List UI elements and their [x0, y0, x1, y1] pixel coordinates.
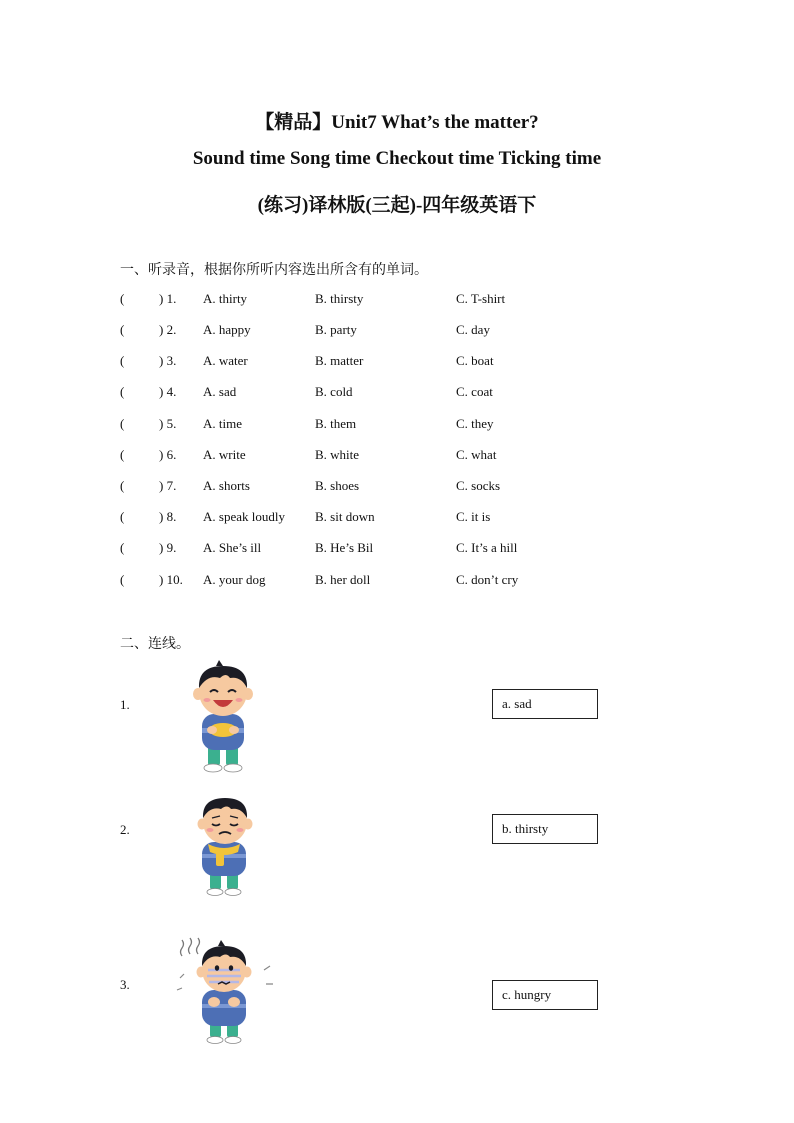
sick-boy-icon — [190, 792, 260, 898]
question-row — [120, 291, 680, 311]
option-c: C. T-shirt — [456, 291, 506, 306]
part1-heading: 一、听录音，根据你所听内容选出所含有的单词。 — [120, 262, 428, 278]
question-row — [120, 353, 680, 373]
option-c: C. It’s a hill — [456, 540, 518, 555]
option-b: B. party — [315, 322, 357, 337]
part2-heading: 二、连线。 — [120, 636, 190, 652]
answer-blank: ( — [120, 478, 125, 493]
match-item-number: 1. — [120, 697, 130, 712]
option-a: A. time — [203, 416, 242, 431]
option-b: B. white — [315, 447, 360, 462]
answer-blank: ( — [120, 572, 125, 587]
option-b: B. shoes — [315, 478, 360, 493]
answer-blank: ( — [120, 447, 125, 462]
question-number: ) 4. — [159, 384, 177, 399]
option-a: A. your dog — [203, 572, 266, 587]
question-number: ) 9. — [159, 540, 177, 555]
question-number: ) 6. — [159, 447, 177, 462]
option-a: A. thirty — [203, 291, 248, 306]
question-number: ) 2. — [159, 322, 177, 337]
option-c: C. day — [456, 322, 490, 337]
match-item-number: 2. — [120, 822, 130, 837]
question-number: ) 3. — [159, 353, 177, 368]
question-row — [120, 478, 680, 498]
question-row — [120, 540, 680, 560]
question-number: ) 10. — [159, 572, 183, 587]
cold-boy-icon — [176, 934, 278, 1048]
happy-boy-icon — [186, 658, 262, 774]
answer-box-b: b. thirsty — [492, 814, 598, 844]
answer-box-a: a. sad — [492, 689, 598, 719]
question-row — [120, 384, 680, 404]
option-b: B. cold — [315, 384, 353, 399]
question-row — [120, 447, 680, 467]
answer-blank: ( — [120, 384, 125, 399]
option-c: C. don’t cry — [456, 572, 519, 587]
match-item-number: 3. — [120, 977, 130, 992]
option-c: C. they — [456, 416, 494, 431]
option-c: C. it is — [456, 509, 491, 524]
option-a: A. water — [203, 353, 248, 368]
option-c: C. socks — [456, 478, 501, 493]
question-row — [120, 416, 680, 436]
option-c: C. coat — [456, 384, 493, 399]
answer-blank: ( — [120, 353, 125, 368]
option-a: A. shorts — [203, 478, 250, 493]
answer-blank: ( — [120, 291, 125, 306]
question-number: ) 8. — [159, 509, 177, 524]
option-b: B. her doll — [315, 572, 371, 587]
answer-blank: ( — [120, 322, 125, 337]
option-b: B. He’s Bil — [315, 540, 374, 555]
option-b: B. matter — [315, 353, 364, 368]
option-b: B. thirsty — [315, 291, 364, 306]
option-c: C. what — [456, 447, 497, 462]
option-a: A. sad — [203, 384, 237, 399]
question-number: ) 5. — [159, 416, 177, 431]
option-b: B. sit down — [315, 509, 375, 524]
title-line-1: 【精品】Unit7 What’s the matter? — [255, 112, 539, 133]
question-number: ) 1. — [159, 291, 177, 306]
question-number: ) 7. — [159, 478, 177, 493]
title-line-2: Sound time Song time Checkout time Ticking time — [192, 148, 602, 169]
answer-blank: ( — [120, 509, 125, 524]
question-row — [120, 509, 680, 529]
title-line-3: (练习)译林版(三起)-四年级英语下 — [257, 195, 537, 216]
question-row — [120, 572, 680, 592]
answer-box-c: c. hungry — [492, 980, 598, 1010]
option-c: C. boat — [456, 353, 494, 368]
answer-blank: ( — [120, 540, 125, 555]
option-a: A. happy — [203, 322, 251, 337]
option-b: B. them — [315, 416, 357, 431]
option-a: A. speak loudly — [203, 509, 285, 524]
option-a: A. She’s ill — [203, 540, 262, 555]
question-row — [120, 322, 680, 342]
option-a: A. write — [203, 447, 246, 462]
answer-blank: ( — [120, 416, 125, 431]
